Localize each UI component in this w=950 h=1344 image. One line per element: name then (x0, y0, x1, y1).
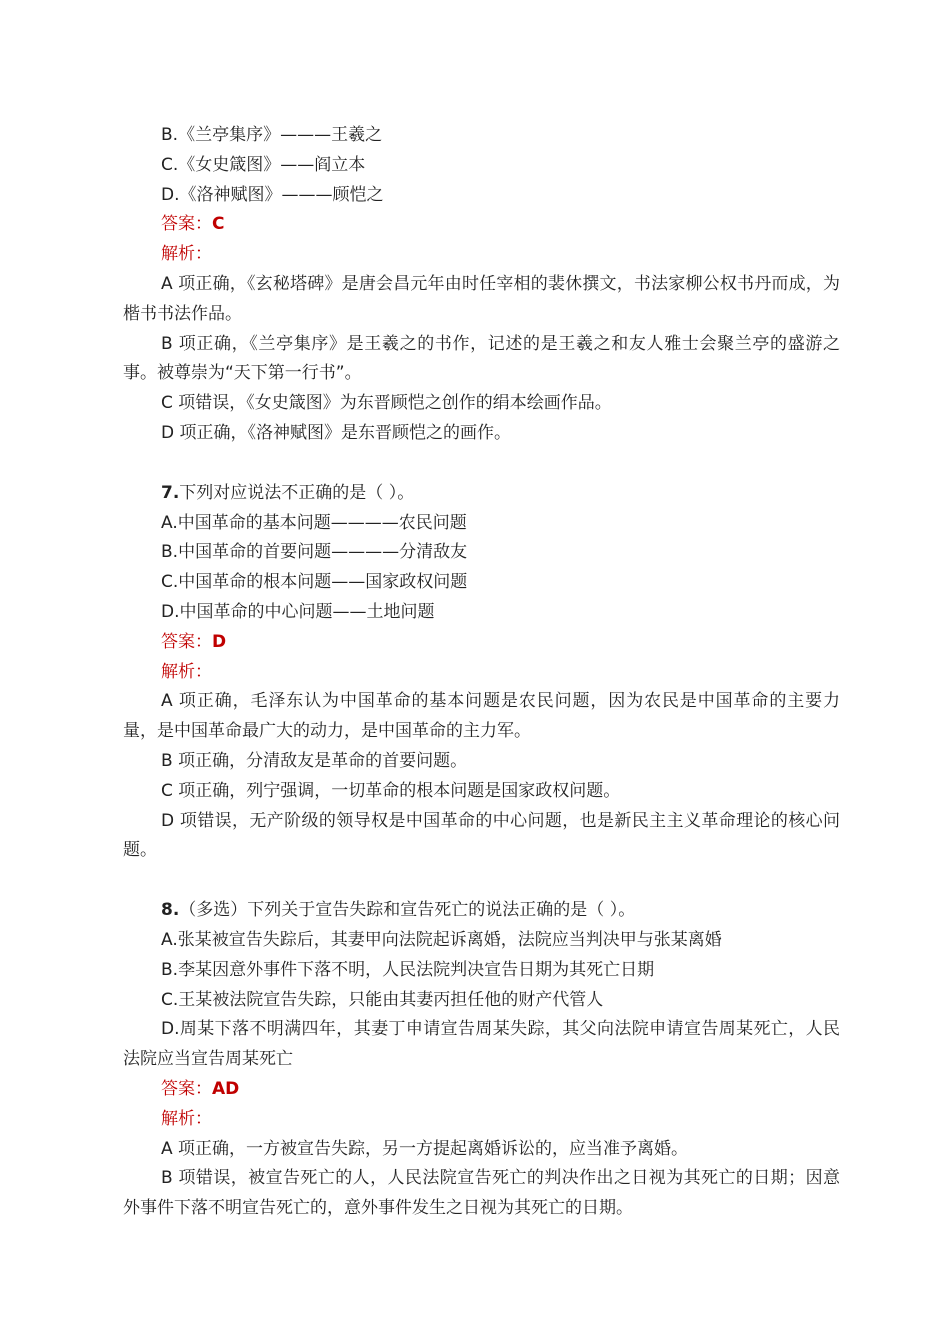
question-number: 7. (161, 482, 180, 503)
q7-stem (123, 479, 840, 509)
q7-analysis-label: 解析： (161, 661, 212, 682)
q8-stem (123, 896, 840, 926)
q7-analysis-paragraph: A 项正确，毛泽东认为中国革命的基本问题是农民问题，因为农民是中国革命的主要力量，是中国革命最广大的动力，是中国革命的主力军。 (123, 691, 840, 742)
q7-analysis-paragraph: C 项正确，列宁强调，一切革命的根本问题是国家政权问题。 (161, 780, 621, 801)
q7-analysis-paragraph: D 项错误，无产阶级的领导权是中国革命的中心问题，也是新民主主义革命理论的核心问题。 (123, 810, 840, 861)
spacer (123, 449, 840, 479)
q8-option-d: D.周某下落不明满四年，其妻丁申请宣告周某失踪，其父向法院申请宣告周某死亡，人民法院应当宣告周某死亡 (123, 1019, 840, 1070)
q6-analysis-paragraph: C 项错误，《女史箴图》为东晋顾恺之创作的绢本绘画作品。 (161, 393, 612, 414)
q6-analysis-paragraph: A 项正确，《玄秘塔碑》是唐会昌元年由时任宰相的裴休撰文，书法家柳公权书丹而成，为楷书书法作品。 (123, 273, 840, 324)
q7-option: D.中国革命的中心问题——土地问题 (161, 601, 435, 622)
answer-label: 答案： (161, 1078, 212, 1099)
q6-option: D.《洛神赋图》———顾恺之 (161, 184, 384, 205)
q7-option: A.中国革命的基本问题————农民问题 (161, 512, 467, 533)
q6-option: C.《女史箴图》——阎立本 (161, 154, 366, 175)
q6-analysis-label: 解析： (161, 244, 212, 265)
answer-label: 答案： (161, 214, 212, 235)
q6-option: B.《兰亭集序》———王羲之 (161, 125, 383, 145)
q8-option: C.王某被法院宣告失踪，只能由其妻丙担任他的财产代管人 (161, 989, 604, 1010)
q8-analysis-paragraph: A 项正确，一方被宣告失踪，另一方提起离婚诉讼的，应当准予离婚。 (161, 1138, 689, 1159)
question-number: 8. (161, 900, 180, 921)
q8-analysis-paragraph: B 项错误，被宣告死亡的人，人民法院宣告死亡的判决作出之日视为其死亡的日期；因意外事件下落不明宣告死亡的，意外事件发生之日视为其死亡的日期。 (123, 1168, 840, 1219)
q8-option: B.李某因意外事件下落不明，人民法院判决宣告日期为其死亡日期 (161, 959, 655, 980)
answer-value: D (212, 631, 227, 652)
q6-analysis-paragraph: B 项正确，《兰亭集序》是王羲之的书作，记述的是王羲之和友人雅士会聚兰亭的盛游之事。被尊崇为“天下第一行书”。 (123, 333, 840, 384)
spacer (123, 866, 840, 896)
q8-answer (123, 1075, 840, 1105)
q8-analysis-label: 解析： (161, 1108, 212, 1129)
page-content (123, 121, 840, 1224)
answer-label: 答案： (161, 631, 212, 652)
q8-option: A.张某被宣告失踪后，其妻甲向法院起诉离婚，法院应当判决甲与张某离婚 (161, 929, 722, 950)
question-text: 下列对应说法不正确的是（ ）。 (179, 482, 415, 503)
answer-value: C (212, 214, 225, 235)
q7-option: B.中国革命的首要问题————分清敌友 (161, 542, 468, 563)
q7-analysis-paragraph: B 项正确，分清敌友是革命的首要问题。 (161, 750, 468, 771)
q7-option: C.中国革命的根本问题——国家政权问题 (161, 572, 468, 593)
q7-answer (123, 628, 840, 658)
answer-value: AD (212, 1078, 240, 1099)
q6-analysis-paragraph: D 项正确，《洛神赋图》是东晋顾恺之的画作。 (161, 422, 511, 443)
question-text: （多选）下列关于宣告失踪和宣告死亡的说法正确的是（ ）。 (179, 900, 636, 921)
q6-answer (123, 210, 840, 240)
